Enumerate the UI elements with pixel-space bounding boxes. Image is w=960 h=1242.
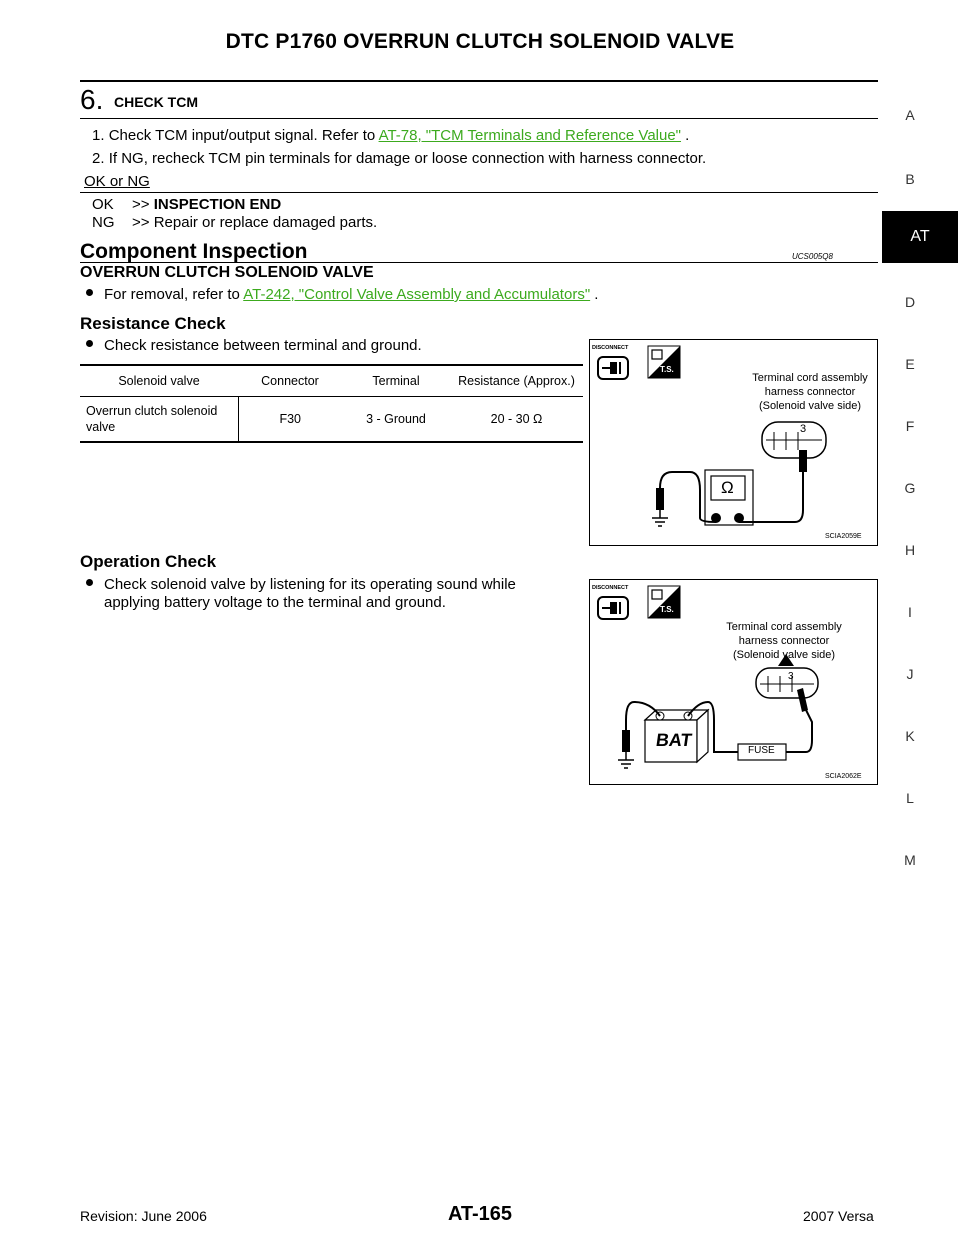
table-header-row xyxy=(80,366,583,397)
ng-key: NG xyxy=(92,214,115,231)
step-item-text: Check TCM input/output signal. Refer to xyxy=(108,127,379,144)
ok-text: INSPECTION END xyxy=(153,196,282,213)
footer-revision: Revision: June 2006 xyxy=(80,1208,207,1224)
ng-result xyxy=(92,214,377,232)
operation-bullet-line-2: applying battery voltage to the terminal and ground. xyxy=(104,594,446,611)
table-header: Connector xyxy=(238,366,342,397)
ok-arrow: >> xyxy=(132,196,150,213)
figure-label-line-1: Terminal cord assembly xyxy=(752,372,868,384)
side-index-e[interactable]: E xyxy=(905,356,915,372)
table-cell-valve xyxy=(80,397,238,442)
bullet-icon xyxy=(86,289,93,296)
figure-label xyxy=(740,371,880,413)
table-header: Terminal xyxy=(342,366,450,397)
table-header: Resistance (Approx.) xyxy=(450,366,583,397)
side-index-j[interactable]: J xyxy=(906,666,914,682)
side-index-b[interactable]: B xyxy=(905,171,915,187)
operation-diagram xyxy=(590,580,877,784)
side-index-h[interactable]: H xyxy=(904,542,916,558)
side-index-k[interactable]: K xyxy=(905,728,915,744)
side-index-at-active[interactable]: AT xyxy=(882,211,958,263)
ok-key: OK xyxy=(92,196,114,213)
figure-code: SCIA2062E xyxy=(825,773,862,780)
table-row xyxy=(80,397,583,442)
control-valve-link[interactable]: AT-242, "Control Valve Assembly and Accumulators" xyxy=(243,286,591,303)
table-cell-resistance: 20 - 30 Ω xyxy=(490,412,543,426)
ok-or-ng-label: OK or NG xyxy=(84,173,150,190)
section-rule xyxy=(80,262,878,263)
pin-number: 3 xyxy=(788,671,794,682)
operation-bullet-line-1: Check solenoid valve by listening for its operating sound while xyxy=(104,576,516,593)
table-cell-connector: F30 xyxy=(279,412,302,426)
figure-label-line-3: (Solenoid valve side) xyxy=(732,649,836,661)
disconnect-icon xyxy=(598,357,628,379)
section-title: Component Inspection xyxy=(80,240,308,263)
ok-result xyxy=(92,196,281,214)
resistance-figure xyxy=(589,339,878,546)
table-header: Solenoid valve xyxy=(80,366,238,397)
pin-number: 3 xyxy=(800,423,807,435)
figure-label-line-1: Terminal cord assembly xyxy=(726,621,842,633)
step-item-num: 2. xyxy=(92,150,105,167)
figure-label-line-3: (Solenoid valve side) xyxy=(758,400,862,412)
tcm-terminals-link[interactable]: AT-78, "TCM Terminals and Reference Value" xyxy=(378,127,682,144)
step-item-after: . xyxy=(681,127,690,144)
step-item-num: 1. xyxy=(92,127,105,144)
okng-rule xyxy=(80,192,878,193)
resistance-bullet-text: Check resistance between terminal and ground. xyxy=(104,337,422,354)
side-index-a[interactable]: A xyxy=(905,107,915,123)
operation-bullet xyxy=(86,576,516,594)
bullet-icon xyxy=(86,579,93,586)
disconnect-label: DISCONNECT xyxy=(592,585,629,591)
section-code: UCS005Q8 xyxy=(792,252,833,261)
ground-probe-icon xyxy=(622,730,630,752)
bullet-icon xyxy=(86,340,93,347)
side-index-i[interactable]: I xyxy=(908,604,912,620)
side-index-l[interactable]: L xyxy=(906,790,914,806)
removal-after: . xyxy=(590,286,599,303)
figure-code: SCIA2059E xyxy=(825,533,862,540)
wire-fuse-to-terminal xyxy=(786,702,812,752)
ts-label: T.S. xyxy=(660,605,674,614)
removal-text: For removal, refer to xyxy=(104,286,244,303)
resistance-bullet xyxy=(86,337,422,355)
step-item-text: If NG, recheck TCM pin terminals for damage or loose connection with harness connector. xyxy=(108,150,707,167)
page-title: DTC P1760 OVERRUN CLUTCH SOLENOID VALVE xyxy=(225,30,735,53)
figure-label-line-2: harness connector xyxy=(738,635,830,647)
footer-page-number: AT-165 xyxy=(447,1203,513,1225)
connector-icon xyxy=(762,422,826,458)
removal-note xyxy=(86,286,598,304)
disconnect-icon xyxy=(598,597,628,619)
ground-probe-icon xyxy=(656,488,664,510)
step-number: 6. xyxy=(80,84,104,115)
subsection-title: OVERRUN CLUTCH SOLENOID VALVE xyxy=(80,264,374,281)
side-index-d[interactable]: D xyxy=(904,294,916,310)
resistance-table xyxy=(80,364,583,443)
step-title: CHECK TCM xyxy=(114,94,198,110)
fuse-label: FUSE xyxy=(748,745,775,756)
resistance-check-title: Resistance Check xyxy=(80,314,226,333)
ts-label: T.S. xyxy=(660,365,674,374)
ground-symbol-icon xyxy=(652,510,668,526)
side-index-m[interactable]: M xyxy=(904,852,916,868)
side-index-f[interactable]: F xyxy=(905,418,915,434)
table-cell-terminal: 3 - Ground xyxy=(366,412,426,426)
terminal-probe-icon xyxy=(799,450,807,472)
battery-label: BAT xyxy=(654,730,694,750)
ng-arrow: >> xyxy=(132,214,150,231)
footer-model: 2007 Versa xyxy=(803,1208,874,1224)
valve-line-2: valve xyxy=(86,420,116,434)
ohm-symbol: Ω xyxy=(721,478,734,497)
operation-check-title: Operation Check xyxy=(80,552,217,571)
figure-label xyxy=(714,620,854,662)
step-item-2 xyxy=(92,150,706,168)
operation-figure xyxy=(589,579,878,785)
step-rule xyxy=(80,118,878,119)
header-rule xyxy=(80,80,878,82)
valve-line-1: Overrun clutch solenoid xyxy=(86,404,218,418)
ground-symbol-icon xyxy=(618,752,634,768)
ng-text: Repair or replace damaged parts. xyxy=(153,214,378,231)
connector-icon xyxy=(756,668,818,698)
side-index-g[interactable]: G xyxy=(904,480,916,496)
figure-label-line-2: harness connector xyxy=(764,386,856,398)
step-item-1 xyxy=(92,127,689,145)
disconnect-label: DISCONNECT xyxy=(592,345,629,351)
